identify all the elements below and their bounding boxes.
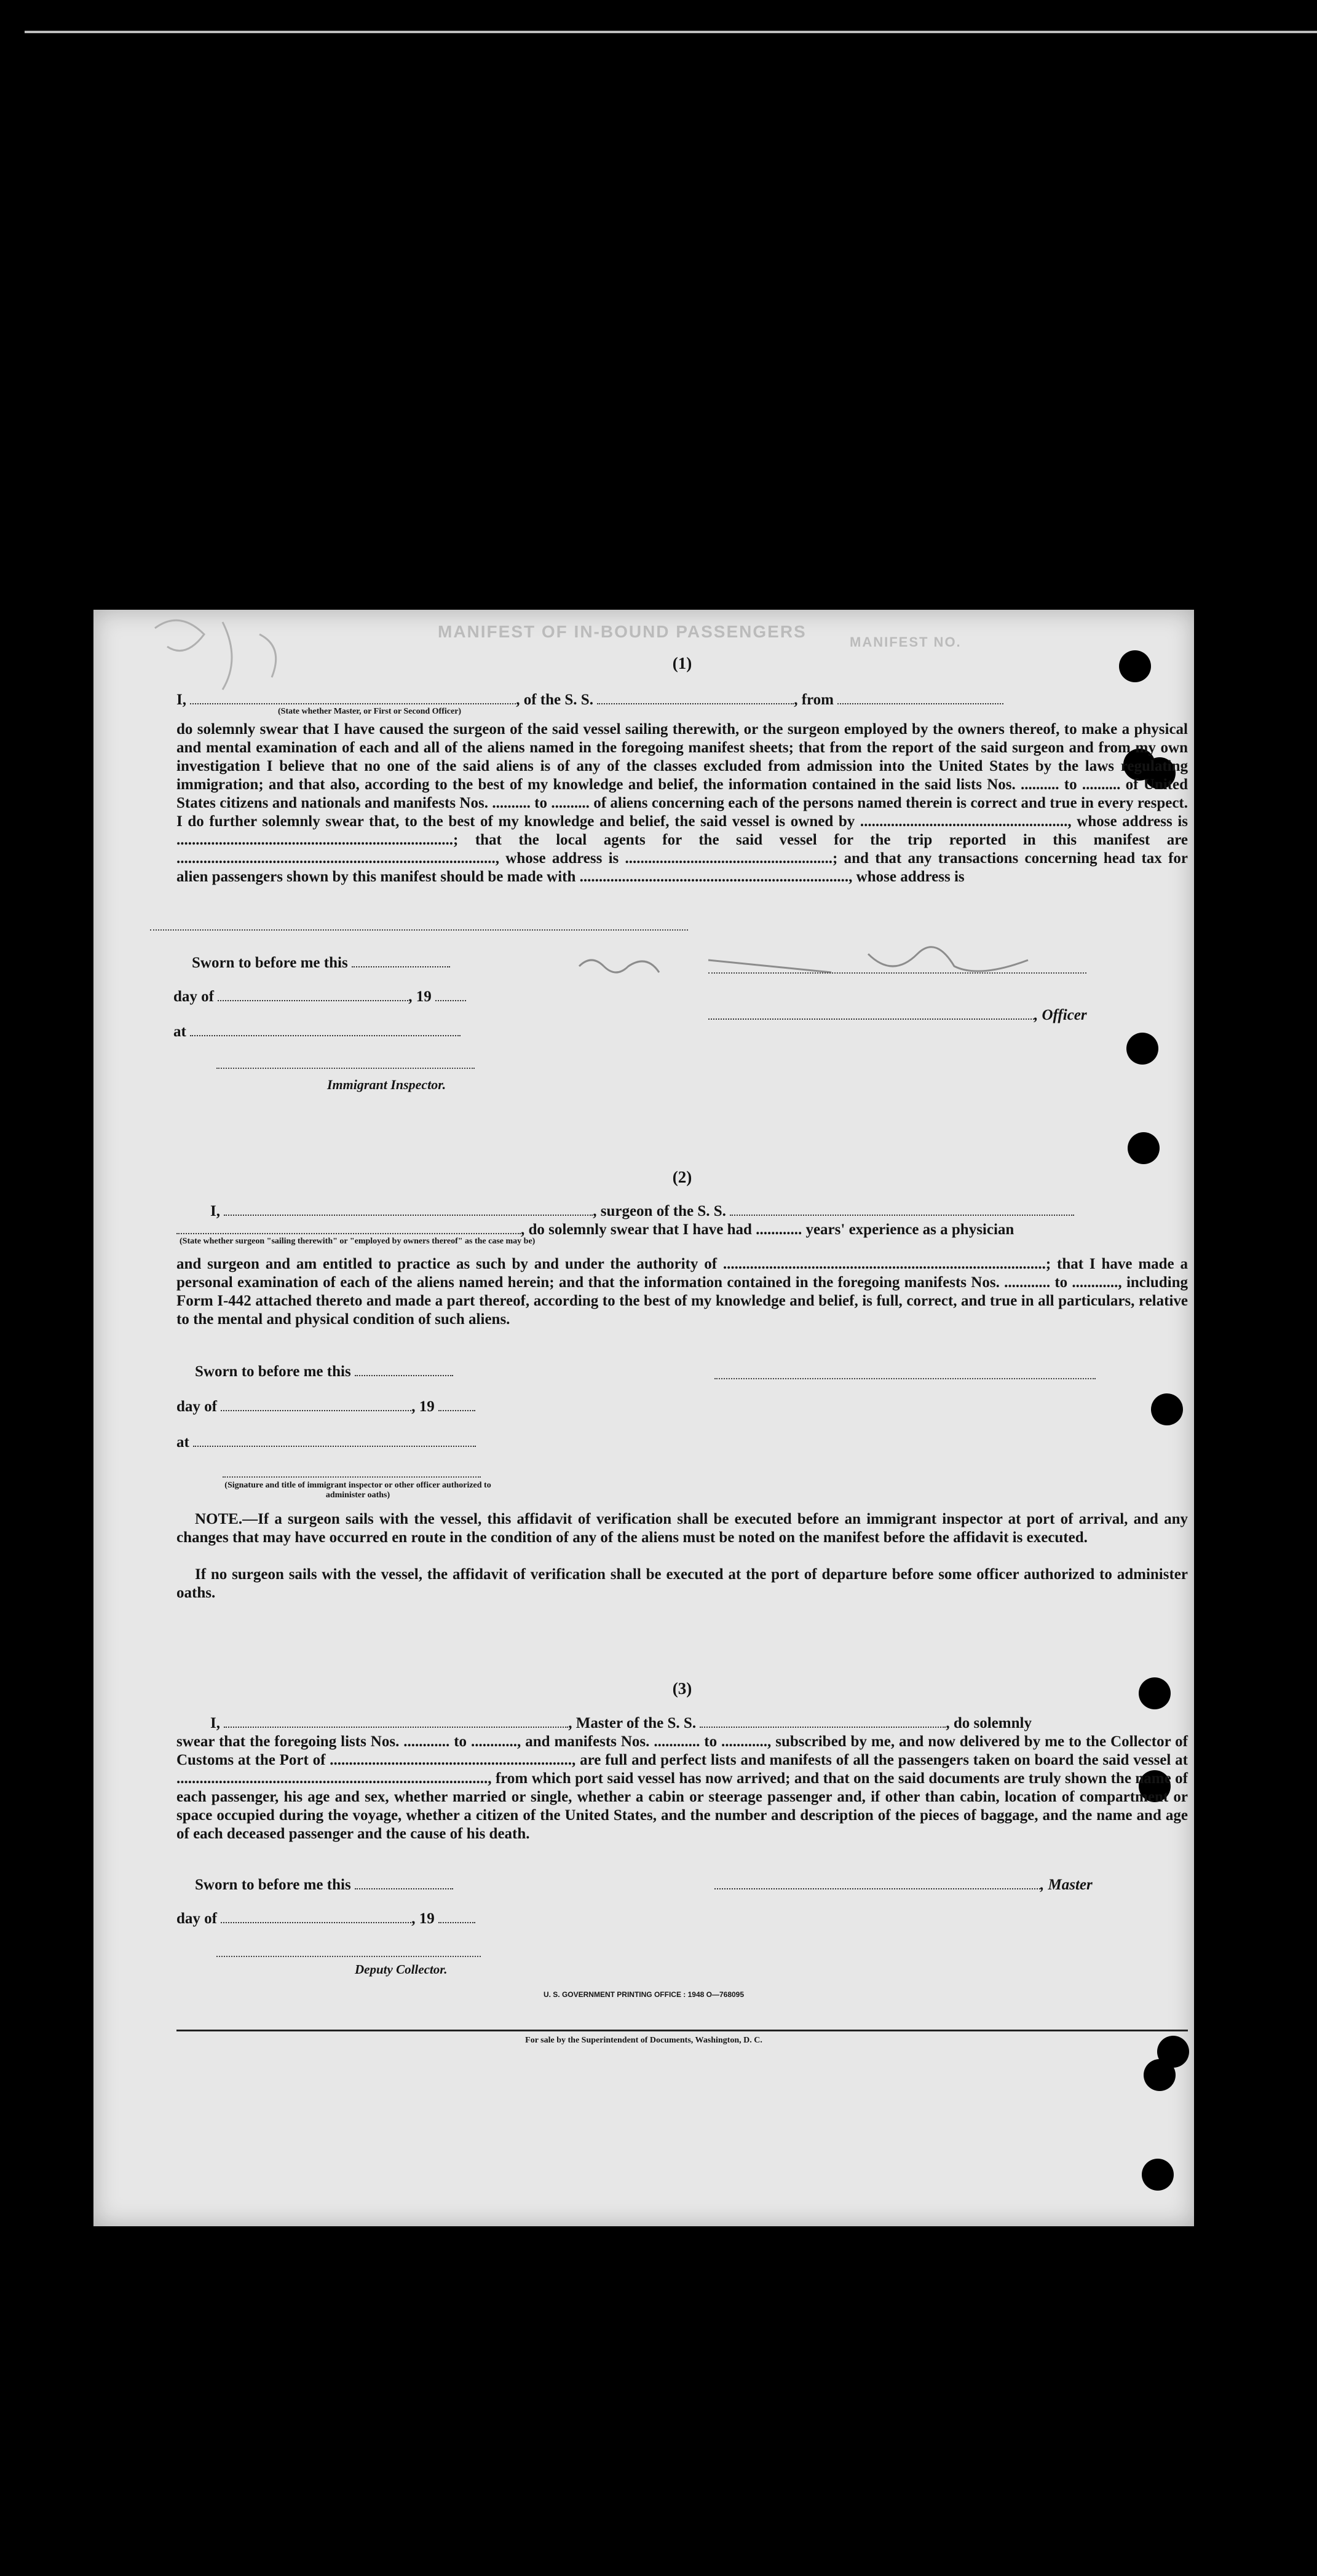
at-label: at bbox=[173, 1023, 186, 1040]
oath-officer-signature-line bbox=[223, 1476, 481, 1478]
section-1-body: do solemnly swear that I have caused the surgeon of the said vessel sailing therewith, or the surgeon employed by the owners thereof, to make a physical and mental examination of each and all of the aliens named in the foregoing manifest sheets; that from the report of the said surgeon and from my own investigation I believe that no one of the said aliens is of any of the classes excluded from admission into the United States by the laws regulating immigration; and that also, according to the best of my knowledge and belief, the information contained in the said lists Nos. .......... to .......... of United States citizens and nationals and manifests Nos. .......... to .......... of aliens concerning each of the persons named therein is correct and true in every respect. I do further solemnly swear that, to the best of my knowledge and belief, the said vessel is owned by ......................................................, whose address is ........................................................................; that the local agents for the said vessel for the trip reported in this manifest are ..................................................................................., whose address is ......................................................; and that any transactions concerning head tax for alien passengers shown by this manifest should be made with ......................................................................, whose address is bbox=[176, 721, 1188, 885]
faded-header: MANIFEST OF IN-BOUND PASSENGERS bbox=[438, 622, 807, 641]
master-name-blank bbox=[190, 703, 516, 704]
section-3-day-line bbox=[176, 1910, 545, 1928]
section-2-note-2: If no surgeon sails with the vessel, the affidavit of verification shall be executed at the port of departure before some officer authorized to administer oaths. bbox=[176, 1566, 1188, 1601]
printing-office-line: U. S. GOVERNMENT PRINTING OFFICE : 1948 O—768095 bbox=[543, 1990, 745, 1999]
year-blank bbox=[438, 1410, 475, 1411]
surgeon-experience-text: , do solemnly swear that I have had ............ years' experience as a physician bbox=[521, 1221, 1014, 1238]
note-label: NOTE. bbox=[195, 1511, 243, 1527]
master-label: , Master bbox=[1040, 1877, 1093, 1893]
section-1-ss-label: , of the S. S. bbox=[516, 691, 593, 708]
day-of-label: day of bbox=[173, 988, 214, 1005]
master-vessel-blank bbox=[700, 1727, 946, 1728]
section-1-from-label: , from bbox=[794, 691, 834, 708]
inspector-signature-line bbox=[216, 1068, 475, 1069]
section-2-day-line bbox=[176, 1398, 545, 1416]
officer-signature-line bbox=[708, 972, 1086, 974]
for-sale-line: For sale by the Superintendent of Documents, Washington, D. C. bbox=[525, 2036, 762, 2045]
section-1-officer-note: (State whether Master, or First or Second Officer) bbox=[278, 707, 462, 716]
officer-label: , Officer bbox=[1034, 1007, 1087, 1023]
section-3-sworn-line bbox=[195, 1876, 564, 1894]
sworn-label: Sworn to before me this bbox=[195, 1877, 351, 1893]
year-label: , 19 bbox=[411, 1398, 435, 1415]
immigrant-inspector-label: Immigrant Inspector. bbox=[327, 1077, 446, 1092]
section-1-sworn-line bbox=[192, 954, 561, 972]
section-3-number: (3) bbox=[672, 1679, 692, 1698]
punch-hole bbox=[1144, 2059, 1176, 2091]
section-3-first-line bbox=[210, 1714, 1188, 1733]
section-1-officer-line bbox=[708, 1006, 1090, 1025]
year-label: , 19 bbox=[408, 988, 432, 1005]
section-3-body: swear that the foregoing lists Nos. ............ to ............, and manifests Nos. ............ to ............, subscribed by me, and now delivered by me to the Collector of Customs at the Port of ..............................................................., are full and perfect lists and manifests of all the passengers taken on board the said vessel at ................................................................................., from which port said vessel has now arrived; and that on the said documents are truly shown the name of each passenger, his age and sex, whether married or single, whether a cabin or steerage passenger and, if other than cabin, location of compartment or space occupied during the voyage, whether a citizen of the United States, and the number and description of the pieces of baggage, and the name and age of each deceased passenger and the cause of his death. bbox=[176, 1733, 1188, 1842]
master-ss-label: , Master of the S. S. bbox=[568, 1715, 697, 1731]
scan-top-rule bbox=[25, 31, 1317, 33]
sworn-label: Sworn to before me this bbox=[192, 955, 348, 971]
section-2-note bbox=[176, 1510, 1188, 1547]
at-label: at bbox=[176, 1434, 189, 1451]
day-of-label: day of bbox=[176, 1910, 217, 1927]
sworn-date-blank bbox=[355, 1888, 453, 1889]
note-text: —If a surgeon sails with the vessel, this affidavit of verification shall be executed before an immigrant inspector at port of arrival, and any changes that may have occurred en route in the condition of any of the aliens must be noted on the manifest before the affidavit is executed. bbox=[176, 1511, 1188, 1546]
year-blank bbox=[435, 1000, 466, 1001]
year-label: , 19 bbox=[411, 1910, 435, 1927]
from-port-blank bbox=[837, 703, 1003, 704]
surgeon-ss-label: , surgeon of the S. S. bbox=[593, 1203, 726, 1219]
section-3-i: I, bbox=[210, 1715, 220, 1731]
punch-hole bbox=[1151, 1393, 1183, 1425]
bottom-rule bbox=[176, 2030, 1188, 2031]
section-2-number: (2) bbox=[672, 1168, 692, 1186]
sworn-date-blank bbox=[355, 1375, 453, 1376]
master-signature-blank bbox=[714, 1888, 1040, 1889]
section-2-signature-note: (Signature and title of immigrant inspector or other officer authorized to administer oaths) bbox=[224, 1481, 491, 1500]
day-of-label: day of bbox=[176, 1398, 217, 1415]
punch-hole bbox=[1142, 2159, 1174, 2191]
vessel-name-blank bbox=[597, 703, 794, 704]
section-2-i: I, bbox=[210, 1203, 220, 1219]
surgeon-signature-line bbox=[714, 1378, 1096, 1379]
year-blank bbox=[438, 1922, 475, 1923]
faded-signature bbox=[573, 942, 1126, 985]
punch-hole bbox=[1128, 1132, 1160, 1164]
surgeon-status-blank bbox=[176, 1233, 521, 1234]
sworn-date-blank bbox=[352, 966, 450, 967]
form-page bbox=[93, 610, 1194, 2226]
deputy-collector-label: Deputy Collector. bbox=[355, 1962, 448, 1977]
day-blank bbox=[221, 1922, 411, 1923]
at-place-blank bbox=[193, 1446, 476, 1447]
sworn-label: Sworn to before me this bbox=[195, 1363, 351, 1380]
section-1-i: I, bbox=[176, 691, 186, 708]
surgeon-name-blank bbox=[224, 1215, 593, 1216]
section-2-body: and surgeon and am entitled to practice as such by and under the authority of ....................................................................................; that I have made a personal examination of each of the aliens named herein; and that the information contained in the foregoing manifests Nos. ............ to ............, including Form I-442 attached thereto and made a part thereof, according to the best of my knowledge and belief, is full, correct, and true in all particulars, relative to the mental and physical condition of such aliens. bbox=[176, 1256, 1188, 1328]
section-2-sworn-line bbox=[195, 1363, 564, 1381]
officer-blank bbox=[708, 1018, 1034, 1020]
faded-header-right: MANIFEST NO. bbox=[850, 634, 962, 650]
master-name-blank bbox=[224, 1727, 568, 1728]
day-blank bbox=[221, 1410, 411, 1411]
section-1-day-line bbox=[173, 988, 542, 1006]
section-2-first-line bbox=[210, 1202, 1188, 1221]
section-2-surgeon-note: (State whether surgeon "sailing therewith" or "employed by owners thereof" as the case may be) bbox=[180, 1237, 536, 1246]
punch-hole bbox=[1126, 1033, 1158, 1065]
section-3-master-line bbox=[714, 1876, 1108, 1894]
at-place-blank bbox=[190, 1035, 461, 1036]
section-1-number: (1) bbox=[672, 654, 692, 672]
day-blank bbox=[218, 1000, 408, 1001]
section-2-at-line bbox=[176, 1433, 545, 1452]
section-1-at-line bbox=[173, 1023, 542, 1041]
section-1-blank-line bbox=[150, 929, 688, 931]
surgeon-vessel-blank bbox=[730, 1215, 1074, 1216]
deputy-collector-signature-line bbox=[216, 1956, 481, 1957]
do-solemnly-label: , do solemnly bbox=[946, 1715, 1032, 1731]
